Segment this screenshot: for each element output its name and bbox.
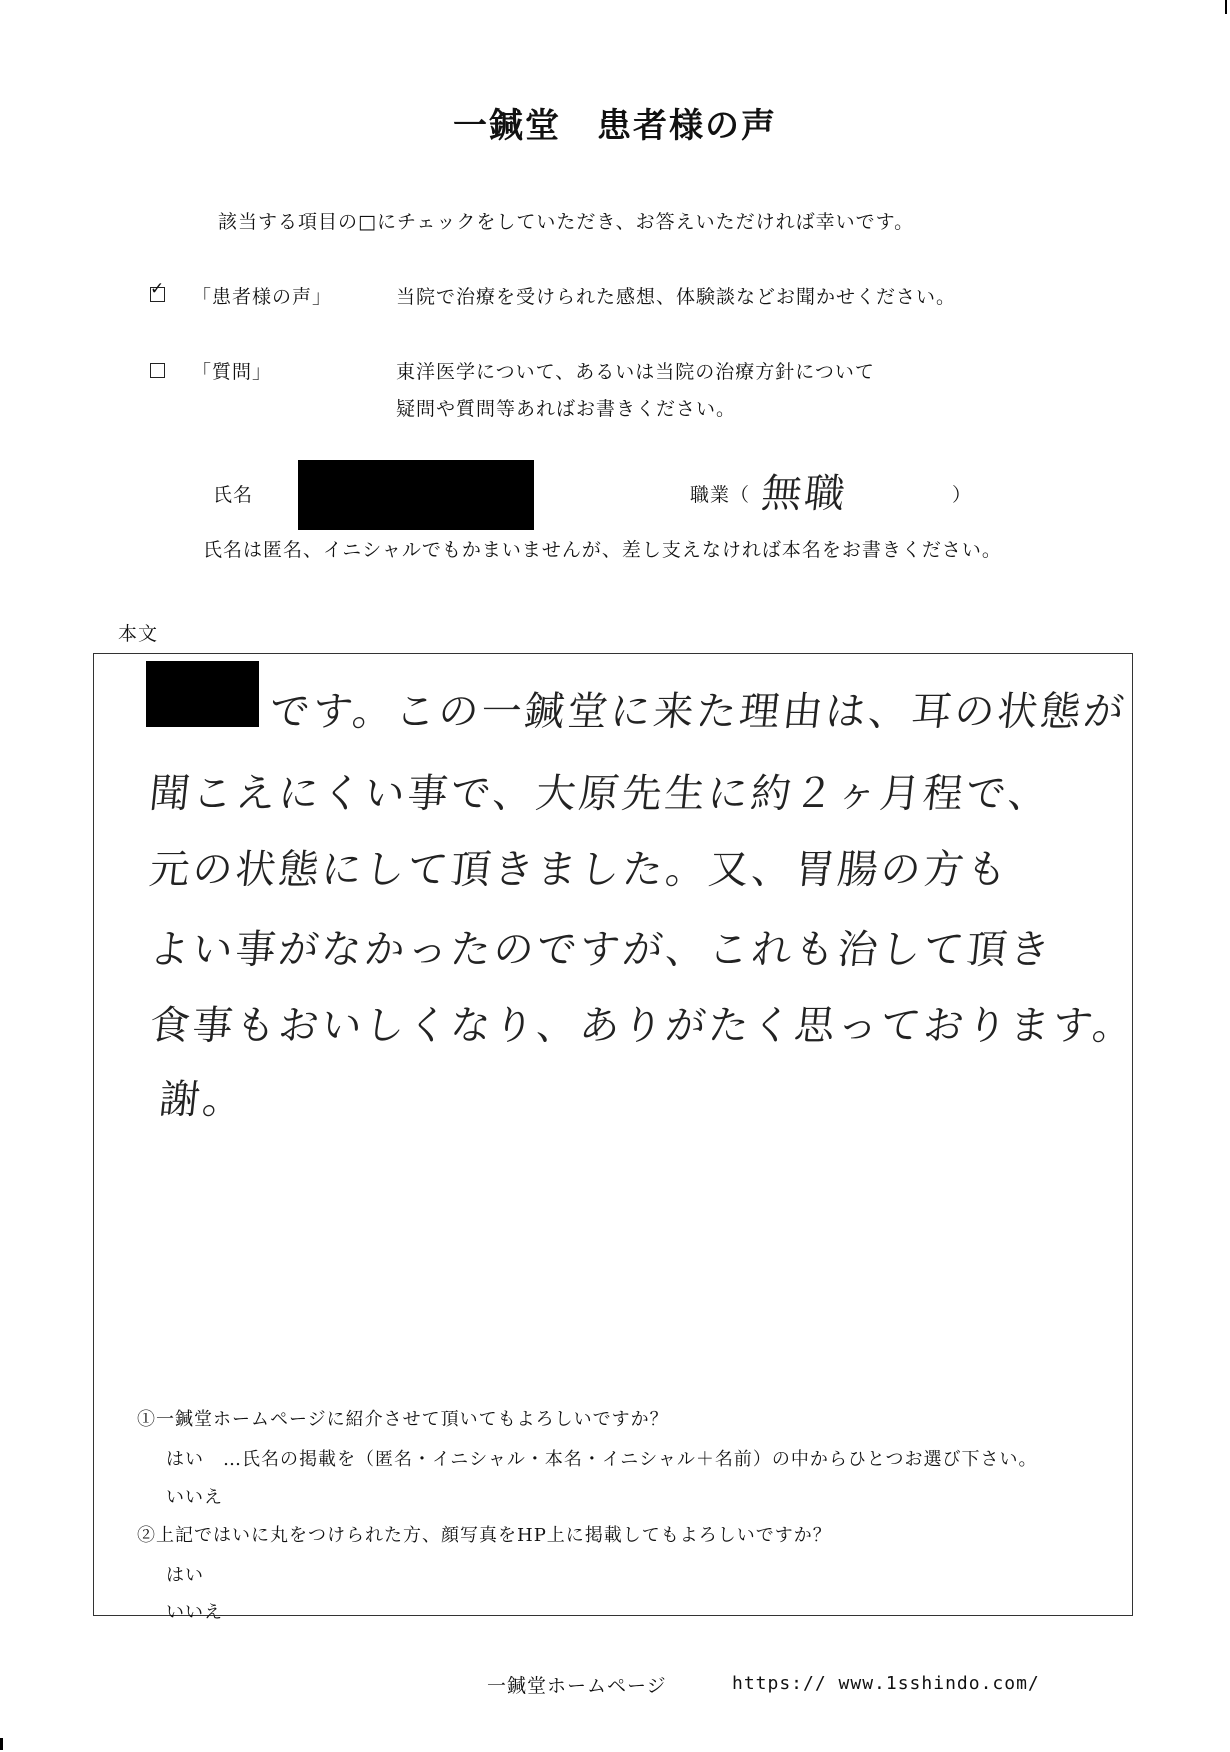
checkbox-patient-voice[interactable] [150, 279, 165, 302]
handwritten-line-1: です。この一鍼堂に来た理由は、耳の状態が [267, 689, 1129, 735]
question-2-no[interactable]: いいえ [166, 1602, 223, 1623]
checkmark-icon: ✓ [150, 279, 165, 299]
page-title: 一鍼堂 患者様の声 [453, 106, 777, 146]
option-desc-question-line2: 疑問や質問等あればお書きください。 [396, 398, 737, 420]
footer-site-name: 一鍼堂ホームページ [487, 1675, 667, 1697]
occupation-value: 無職 [759, 471, 851, 517]
redacted-surname [146, 661, 259, 727]
question-1-no[interactable]: いいえ [166, 1487, 223, 1508]
scan-edge-mark [1225, 0, 1227, 14]
checkbox-question[interactable] [150, 363, 165, 378]
name-label: 氏名 [213, 484, 254, 506]
name-note: 氏名は匿名、イニシャルでもかまいませんが、差し支えなければ本名をお書きください。 [203, 539, 1002, 561]
question-1: ①一鍼堂ホームページに紹介させて頂いてもよろしいですか？ [137, 1409, 669, 1430]
option-desc-question-line1: 東洋医学について、あるいは当院の治療方針について [396, 361, 875, 383]
option-desc-patient-voice: 当院で治療を受けられた感想、体験談などお聞かせください。 [396, 286, 957, 308]
body-label: 本文 [118, 623, 159, 645]
handwritten-line-2: 聞こえにくい事で、大原先生に約２ヶ月程で、 [147, 771, 1054, 817]
instructions: 該当する項目の□にチェックをしていただき、お答えいただければ幸いです。 [218, 211, 915, 233]
handwritten-line-4: よい事がなかったのですが、これも治して頂き [147, 927, 1056, 973]
question-2-yes[interactable]: はい [166, 1565, 204, 1586]
option-label-question: 「質問」 [192, 361, 273, 383]
question-2: ②上記ではいに丸をつけられた方、顔写真をHP上に掲載してもよろしいですか？ [137, 1525, 832, 1546]
footer-url[interactable]: https:// www.1sshindo.com/ [732, 1673, 1040, 1694]
handwritten-line-6: 謝。 [157, 1077, 249, 1123]
handwritten-line-3: 元の状態にして頂きました。又、胃腸の方も [147, 847, 1013, 893]
scan-edge-mark [0, 1738, 3, 1750]
question-1-yes[interactable]: はい …氏名の掲載を（匿名・イニシャル・本名・イニシャル＋名前）の中からひとつお選び下さい。 [166, 1449, 1038, 1470]
occupation-label: 職業（ [690, 484, 751, 506]
option-label-patient-voice: 「患者様の声」 [192, 286, 333, 308]
occupation-close: ） [952, 484, 973, 506]
handwritten-line-5: 食事もおいしくなり、ありがたく思っております。 [147, 1003, 1138, 1049]
redacted-name [298, 460, 534, 530]
